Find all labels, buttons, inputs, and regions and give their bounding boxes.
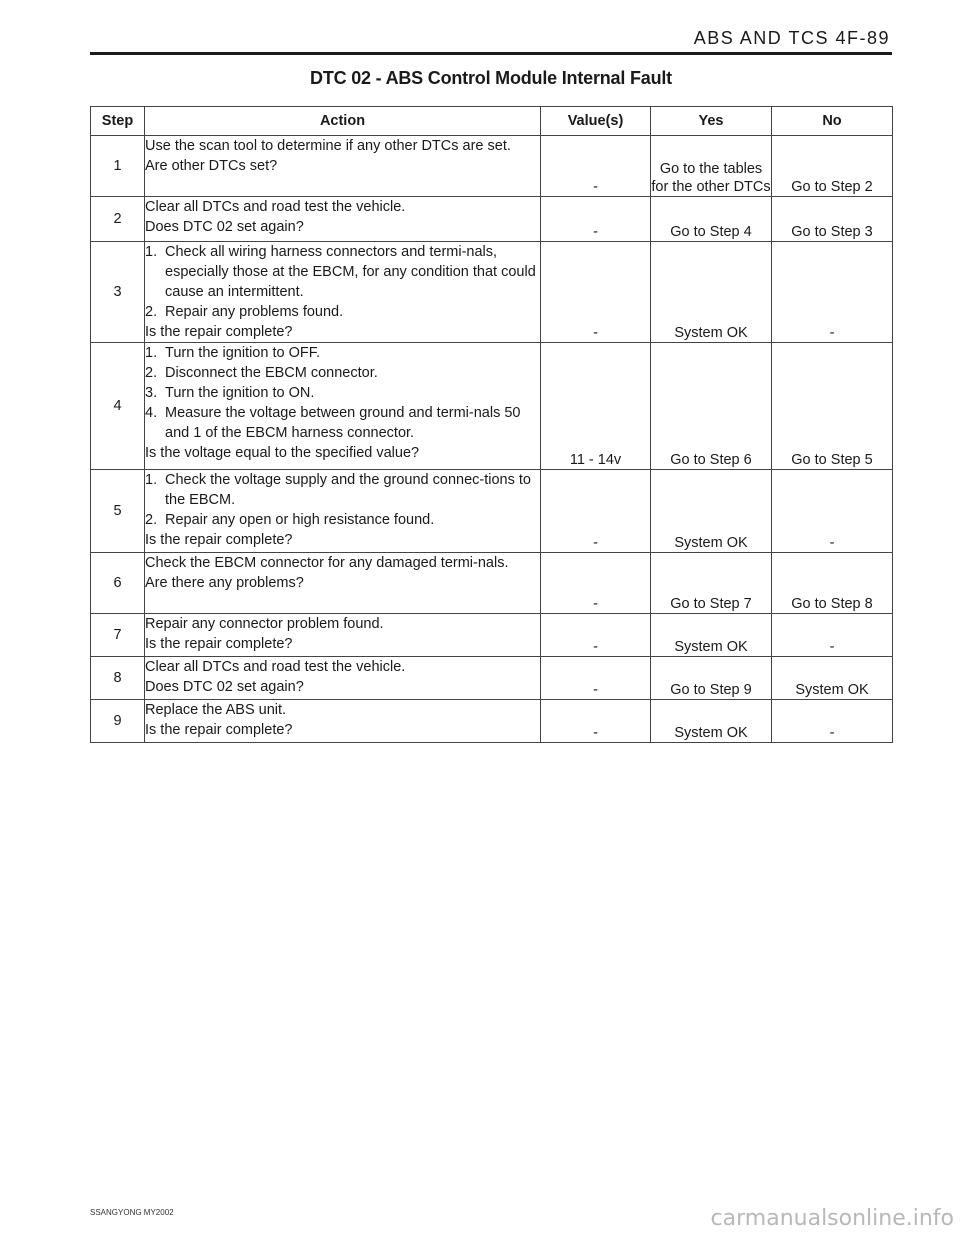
action-item <box>145 470 540 510</box>
item-number: 2. <box>145 512 158 528</box>
action-question: Are other DTCs set? <box>145 158 278 174</box>
step-number: 4 <box>91 343 145 470</box>
action-item <box>145 403 540 443</box>
yes-cell: System OK <box>651 614 772 657</box>
action-cell <box>145 136 541 197</box>
column-header-step: Step <box>91 107 145 136</box>
table-header-row <box>91 107 893 136</box>
no-cell: Go to Step 5 <box>772 343 893 470</box>
value-cell: 11 - 14v <box>541 343 651 470</box>
table-row-step-6 <box>91 553 893 614</box>
no-cell: System OK <box>772 657 893 700</box>
step-number: 5 <box>91 470 145 553</box>
action-question: Is the repair complete? <box>145 532 293 548</box>
site-watermark: carmanualsonline.info <box>710 1206 954 1231</box>
item-text: Turn the ignition to OFF. <box>165 345 321 361</box>
table-row-step-3 <box>91 242 893 343</box>
item-number: 1. <box>145 244 158 260</box>
no-cell: Go to Step 8 <box>772 553 893 614</box>
yes-cell: System OK <box>651 470 772 553</box>
action-line: Clear all DTCs and road test the vehicle. <box>145 659 406 675</box>
item-text: Measure the voltage between ground and termi-nals 50 and 1 of the EBCM harness connector. <box>165 405 521 441</box>
action-line: Use the scan tool to determine if any other DTCs are set. <box>145 138 511 154</box>
table-row-step-1 <box>91 136 893 197</box>
action-cell <box>145 553 541 614</box>
item-text: Repair any problems found. <box>165 304 344 320</box>
column-header-no: No <box>772 107 893 136</box>
value-cell: - <box>541 136 651 197</box>
page-footer: SSANGYONG MY2002 <box>90 1208 174 1217</box>
action-item <box>145 242 540 302</box>
yes-cell: Go to the tables for the other DTCs <box>651 136 772 197</box>
action-question: Is the repair complete? <box>145 722 293 738</box>
value-cell: - <box>541 614 651 657</box>
action-line: Repair any connector problem found. <box>145 616 384 632</box>
item-number: 2. <box>145 304 158 320</box>
action-question: Does DTC 02 set again? <box>145 679 304 695</box>
header-rule <box>90 52 892 55</box>
item-text: Repair any open or high resistance found. <box>165 512 435 528</box>
yes-cell: Go to Step 4 <box>651 197 772 242</box>
step-number: 3 <box>91 242 145 343</box>
action-item <box>145 343 540 363</box>
table-body <box>91 136 893 743</box>
value-cell: - <box>541 657 651 700</box>
action-cell <box>145 242 541 343</box>
action-question: Does DTC 02 set again? <box>145 219 304 235</box>
table-row-step-5 <box>91 470 893 553</box>
no-cell: Go to Step 2 <box>772 136 893 197</box>
yes-cell: System OK <box>651 700 772 743</box>
yes-cell: Go to Step 9 <box>651 657 772 700</box>
column-header-yes: Yes <box>651 107 772 136</box>
item-number: 1. <box>145 472 158 488</box>
action-cell <box>145 657 541 700</box>
page-title: DTC 02 - ABS Control Module Internal Fault <box>310 68 672 88</box>
action-cell <box>145 343 541 470</box>
action-cell <box>145 700 541 743</box>
column-header-values: Value(s) <box>541 107 651 136</box>
running-head: ABS AND TCS 4F-89 <box>693 28 890 48</box>
table-row-step-2 <box>91 197 893 242</box>
action-question: Are there any problems? <box>145 575 304 591</box>
action-question: Is the voltage equal to the specified value? <box>145 445 420 461</box>
step-number: 8 <box>91 657 145 700</box>
value-cell: - <box>541 470 651 553</box>
action-item <box>145 302 540 322</box>
item-text: Check all wiring harness connectors and termi-nals, especially those at the EBCM, for any condition that could cause an intermittent. <box>165 244 536 300</box>
value-cell: - <box>541 553 651 614</box>
step-number: 9 <box>91 700 145 743</box>
action-question: Is the repair complete? <box>145 636 293 652</box>
table-row-step-4 <box>91 343 893 470</box>
action-cell <box>145 614 541 657</box>
item-text: Turn the ignition to ON. <box>165 385 315 401</box>
table-row-step-8 <box>91 657 893 700</box>
no-cell: - <box>772 242 893 343</box>
value-cell: - <box>541 700 651 743</box>
action-question: Is the repair complete? <box>145 324 293 340</box>
step-number: 7 <box>91 614 145 657</box>
table-row-step-9 <box>91 700 893 743</box>
action-cell <box>145 470 541 553</box>
step-number: 2 <box>91 197 145 242</box>
item-text: Check the voltage supply and the ground connec-tions to the EBCM. <box>165 472 531 508</box>
diagnostic-table <box>90 106 893 743</box>
action-item <box>145 510 540 530</box>
no-cell: - <box>772 470 893 553</box>
action-item <box>145 363 540 383</box>
action-line: Check the EBCM connector for any damaged termi-nals. <box>145 555 509 571</box>
item-number: 2. <box>145 365 158 381</box>
action-item <box>145 383 540 403</box>
no-cell: Go to Step 3 <box>772 197 893 242</box>
yes-cell: Go to Step 7 <box>651 553 772 614</box>
step-number: 1 <box>91 136 145 197</box>
item-number: 1. <box>145 345 158 361</box>
step-number: 6 <box>91 553 145 614</box>
action-line: Replace the ABS unit. <box>145 702 287 718</box>
item-number: 4. <box>145 405 158 421</box>
yes-cell: Go to Step 6 <box>651 343 772 470</box>
column-header-action: Action <box>145 107 541 136</box>
no-cell: - <box>772 614 893 657</box>
no-cell: - <box>772 700 893 743</box>
yes-cell: System OK <box>651 242 772 343</box>
table-row-step-7 <box>91 614 893 657</box>
item-text: Disconnect the EBCM connector. <box>165 365 378 381</box>
value-cell: - <box>541 197 651 242</box>
value-cell: - <box>541 242 651 343</box>
action-line: Clear all DTCs and road test the vehicle. <box>145 199 406 215</box>
action-cell <box>145 197 541 242</box>
item-number: 3. <box>145 385 158 401</box>
